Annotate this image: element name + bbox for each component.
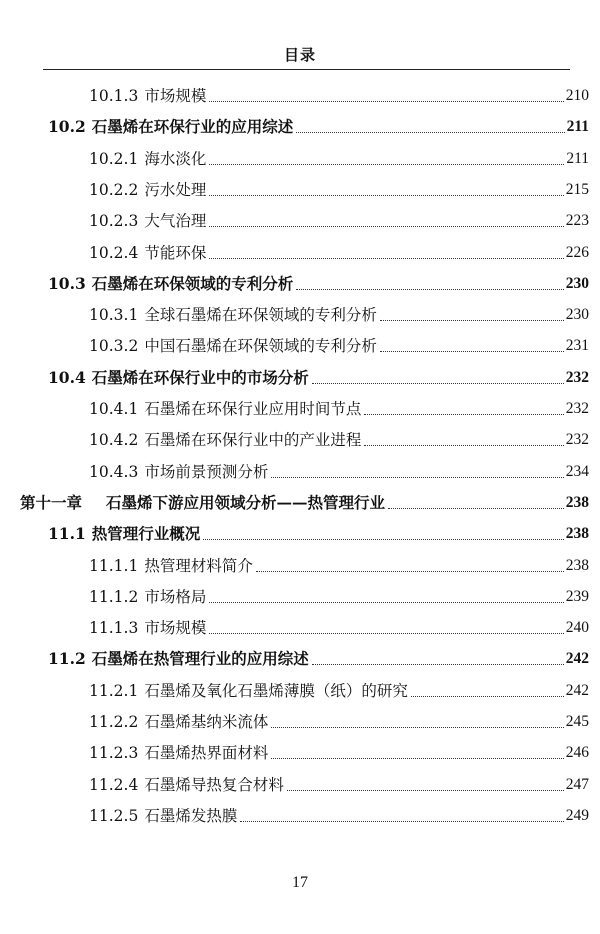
toc-entry-page: 226	[565, 244, 589, 261]
toc-entry-number: 10.2.2	[89, 181, 139, 199]
toc-entry-page: 215	[565, 181, 589, 198]
toc-entry-number: 11.2.5	[89, 807, 139, 825]
toc-entry-number: 11.1.3	[89, 619, 139, 637]
toc-entry[interactable]	[89, 299, 589, 325]
toc-entry-title	[89, 399, 361, 419]
toc-entry-label: 市场规模	[144, 619, 207, 637]
toc-dot-leader	[364, 445, 563, 446]
toc-dot-leader	[380, 320, 564, 321]
toc-dot-leader	[271, 477, 563, 478]
toc-entry-page: 210	[565, 87, 589, 104]
toc-entry-number: 第十一章	[20, 493, 83, 512]
toc-entry-number: 10.3	[48, 274, 86, 293]
toc-entry-page: 232	[565, 431, 589, 448]
toc-entry-label: 石墨烯在环保行业中的产业进程	[144, 431, 362, 449]
toc-entry-label: 大气治理	[144, 212, 207, 230]
toc-entry-number: 11.1.1	[89, 557, 139, 575]
toc-entry-title	[89, 806, 237, 826]
toc-entry-label: 热管理行业概况	[91, 524, 201, 543]
toc-entry-page: 242	[565, 682, 589, 699]
toc-entry[interactable]	[89, 393, 589, 419]
toc-entry-number: 10.4	[48, 368, 86, 387]
toc-entry-title	[48, 117, 293, 137]
toc-entry-page: 232	[565, 400, 589, 417]
toc-entry-page: 232	[565, 369, 589, 386]
toc-entry[interactable]	[89, 769, 589, 795]
toc-entry[interactable]	[89, 205, 589, 231]
toc-entry[interactable]	[89, 581, 589, 607]
toc-dot-leader	[296, 289, 563, 290]
toc-entry[interactable]	[89, 737, 589, 763]
toc-dot-leader	[271, 727, 563, 728]
toc-entry[interactable]	[48, 518, 589, 544]
toc-entry-title	[89, 681, 408, 701]
toc-entry-title	[89, 556, 253, 576]
toc-dot-leader	[287, 790, 564, 791]
toc-entry-number: 10.2.1	[89, 150, 139, 168]
toc-entry-number: 10.2	[48, 117, 86, 136]
toc-dot-leader	[209, 101, 563, 102]
toc-entry-label: 中国石墨烯在环保领域的专利分析	[144, 337, 377, 355]
toc-entry-title	[89, 336, 377, 356]
toc-entry-label: 全球石墨烯在环保领域的专利分析	[144, 306, 377, 324]
toc-entry-number: 10.4.3	[89, 463, 139, 481]
toc-entry-title	[89, 712, 268, 732]
toc-entry[interactable]	[89, 330, 589, 356]
toc-entry-label: 石墨烯在环保行业中的市场分析	[91, 368, 309, 387]
toc-dot-leader	[380, 351, 564, 352]
toc-entry-page: 249	[565, 807, 589, 824]
toc-entry-label: 市场前景预测分析	[144, 463, 269, 481]
toc-dot-leader	[209, 633, 563, 634]
toc-dot-leader	[296, 132, 564, 133]
toc-dot-leader	[240, 821, 563, 822]
toc-entry-page: 247	[565, 776, 589, 793]
toc-dot-leader	[388, 508, 564, 509]
toc-entry-page: 239	[565, 588, 589, 605]
toc-entry[interactable]	[89, 675, 589, 701]
toc-entry-title	[89, 587, 206, 607]
toc-entry-page: 238	[565, 494, 589, 511]
toc-entry-label: 石墨烯发热膜	[144, 807, 238, 825]
toc-entry-title	[48, 649, 309, 669]
toc-entry-number: 10.4.2	[89, 431, 139, 449]
toc-entry-page: 238	[565, 525, 589, 542]
toc-entry-number: 11.1.2	[89, 588, 139, 606]
toc-entry[interactable]	[48, 111, 589, 137]
toc-entry-page: 211	[566, 150, 589, 167]
toc-dot-leader	[271, 758, 563, 759]
toc-dot-leader	[312, 383, 564, 384]
header-rule	[43, 69, 570, 70]
toc-entry-label: 石墨烯在环保行业的应用综述	[91, 117, 294, 136]
toc-entry-page: 246	[565, 744, 589, 761]
toc-entry-title	[89, 305, 377, 325]
toc-entry-page: 230	[565, 306, 589, 323]
toc-entry-title	[89, 149, 206, 169]
toc-entry[interactable]	[89, 550, 589, 576]
toc-entry[interactable]	[20, 487, 589, 513]
toc-entry-page: 242	[565, 650, 589, 667]
toc-entry-page: 231	[565, 337, 589, 354]
toc-dot-leader	[209, 226, 563, 227]
toc-entry[interactable]	[89, 174, 589, 200]
toc-entry-number: 11.2.3	[89, 744, 139, 762]
toc-entry[interactable]	[89, 237, 589, 263]
toc-entry-label: 热管理材料简介	[144, 557, 253, 575]
toc-entry-number: 11.2	[48, 649, 86, 668]
toc-entry[interactable]	[89, 456, 589, 482]
toc-entry-title	[89, 180, 206, 200]
toc-entry-title	[89, 430, 361, 450]
toc-entry[interactable]	[89, 706, 589, 732]
toc-entry-page: 230	[565, 275, 589, 292]
toc-entry-number: 10.3.1	[89, 306, 139, 324]
toc-entry-number: 11.2.4	[89, 776, 139, 794]
toc-dot-leader	[209, 602, 563, 603]
page-number: 17	[292, 874, 308, 891]
toc-entry[interactable]	[89, 143, 589, 169]
toc-entry-title	[48, 368, 309, 388]
toc-entry[interactable]	[48, 643, 589, 669]
toc-dot-leader	[209, 195, 563, 196]
toc-entry-page: 234	[565, 463, 589, 480]
toc-entry-label: 石墨烯在热管理行业的应用综述	[91, 649, 309, 668]
toc-dot-leader	[411, 696, 564, 697]
toc-entry-number: 11.2.1	[89, 682, 139, 700]
toc-entry-title	[48, 524, 200, 544]
toc-entry-number: 11.2.2	[89, 713, 139, 731]
toc-entry-title	[89, 86, 206, 106]
toc-entry-label: 石墨烯下游应用领域分析——热管理行业	[106, 493, 386, 512]
toc-entry-label: 污水处理	[144, 181, 207, 199]
toc-entry[interactable]	[89, 800, 589, 826]
page-header-title: 目录	[283, 46, 316, 64]
toc-dot-leader	[364, 414, 563, 415]
toc-entry-page: 223	[565, 212, 589, 229]
toc-dot-leader	[203, 539, 563, 540]
toc-entry[interactable]	[48, 268, 589, 294]
toc-entry-title	[89, 618, 206, 638]
toc-entry-title	[89, 243, 206, 263]
toc-dot-leader	[256, 571, 564, 572]
toc-entry-number: 10.2.3	[89, 212, 139, 230]
toc-entry[interactable]	[89, 80, 589, 106]
toc-entry-page: 238	[565, 557, 589, 574]
toc-entry-label: 海水淡化	[144, 150, 207, 168]
toc-entry[interactable]	[89, 612, 589, 638]
toc-entry-label: 市场规模	[144, 87, 207, 105]
toc-dot-leader	[209, 164, 564, 165]
toc-entry-title	[89, 775, 284, 795]
toc-dot-leader	[209, 258, 563, 259]
toc-entry-label: 石墨烯在环保领域的专利分析	[91, 274, 294, 293]
toc-entry-page: 211	[566, 118, 589, 135]
toc-entry-label: 石墨烯热界面材料	[144, 744, 269, 762]
toc-entry-title	[48, 274, 293, 294]
toc-entry-label: 石墨烯在环保行业应用时间节点	[144, 400, 362, 418]
toc-entry[interactable]	[89, 424, 589, 450]
toc-entry-title	[89, 211, 206, 231]
toc-entry-number: 10.3.2	[89, 337, 139, 355]
toc-entry-title	[20, 493, 385, 513]
toc-entry-label: 市场格局	[144, 588, 207, 606]
toc-dot-leader	[312, 664, 564, 665]
toc-entry-number: 10.4.1	[89, 400, 139, 418]
toc-entry-number: 10.2.4	[89, 244, 139, 262]
toc-entry-title	[89, 743, 268, 763]
toc-entry-label: 节能环保	[144, 244, 207, 262]
toc-entry-label: 石墨烯及氧化石墨烯薄膜（纸）的研究	[144, 682, 408, 700]
toc-entry-page: 240	[565, 619, 589, 636]
toc-entry-number: 11.1	[48, 524, 86, 543]
toc-entry-page: 245	[565, 713, 589, 730]
toc-entry[interactable]	[48, 362, 589, 388]
toc-entry-number: 10.1.3	[89, 87, 139, 105]
toc-entry-label: 石墨烯导热复合材料	[144, 776, 284, 794]
toc-entry-label: 石墨烯基纳米流体	[144, 713, 269, 731]
toc-entry-title	[89, 462, 268, 482]
